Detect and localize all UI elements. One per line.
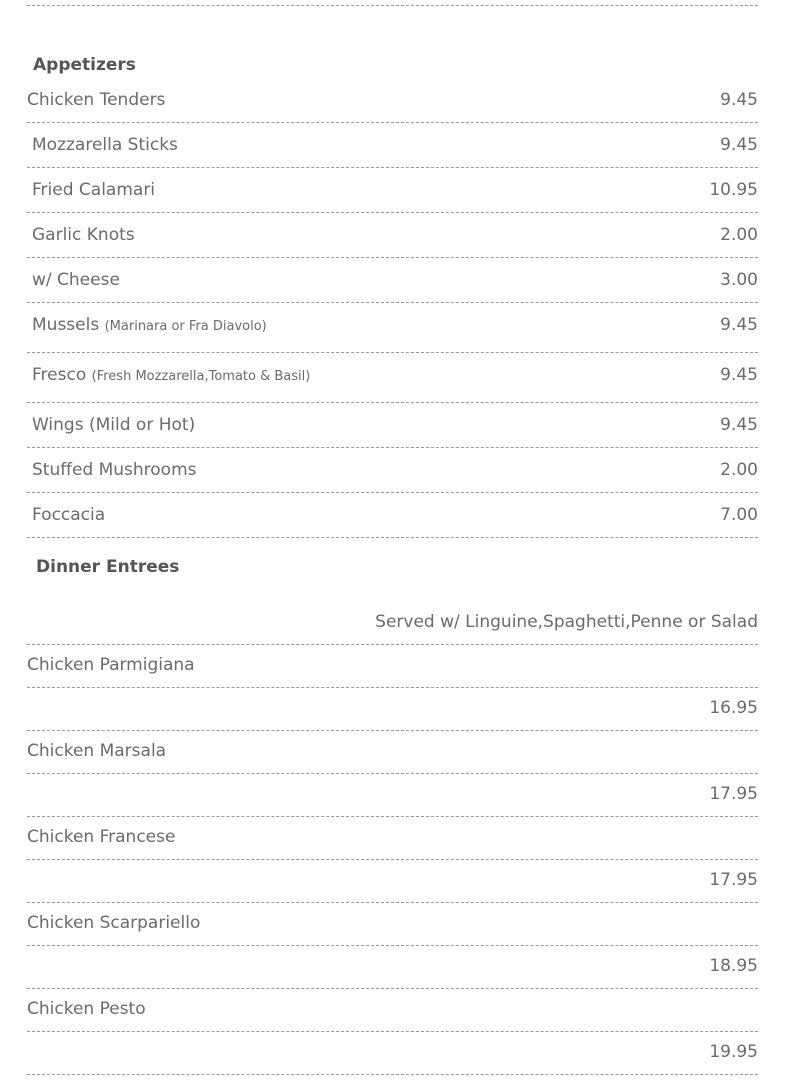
menu-item-name: Fried Calamari <box>32 180 156 200</box>
menu-item-price: 9.45 <box>720 90 758 110</box>
menu-item-price: 9.45 <box>720 365 758 385</box>
divider <box>27 730 758 731</box>
divider <box>27 902 758 903</box>
menu-item-price: 17.95 <box>709 870 758 890</box>
divider <box>27 687 758 688</box>
divider <box>27 1031 758 1032</box>
menu-item-price: 7.00 <box>720 505 758 525</box>
menu-item-price: 2.00 <box>720 225 758 245</box>
menu-item-price: 10.95 <box>709 180 758 200</box>
menu-item-name: Stuffed Mushrooms <box>32 460 197 480</box>
menu-item-price: 19.95 <box>709 1042 758 1062</box>
menu-item-name: Mozzarella Sticks <box>32 135 178 155</box>
divider <box>27 644 758 645</box>
menu-item-name: Wings (Mild or Hot) <box>32 415 196 435</box>
menu-item-price: 9.45 <box>720 415 758 435</box>
divider <box>27 257 758 258</box>
divider <box>27 212 758 213</box>
menu-item-note: (Marinara or Fra Diavolo) <box>104 319 267 334</box>
section-heading-dinner-entrees: Dinner Entrees <box>36 557 180 577</box>
menu-item-name: Chicken Francese <box>27 827 176 847</box>
menu-item-note: (Fresh Mozzarella,Tomato & Basil) <box>91 369 311 384</box>
menu-item-name-text: Mussels <box>32 315 100 335</box>
menu-item-name-text: Fresco <box>32 365 87 385</box>
menu-item-price: 17.95 <box>709 784 758 804</box>
divider <box>27 447 758 448</box>
menu-item-price: 18.95 <box>709 956 758 976</box>
menu-item-name: Chicken Parmigiana <box>27 655 195 675</box>
menu-item-name: Chicken Tenders <box>27 90 166 110</box>
menu-item-name <box>32 365 310 387</box>
menu-item-price: 3.00 <box>720 270 758 290</box>
section-heading-appetizers: Appetizers <box>33 55 136 75</box>
divider <box>27 302 758 303</box>
menu-item-price: 9.45 <box>720 135 758 155</box>
divider <box>27 402 758 403</box>
menu-item-price: 9.45 <box>720 315 758 335</box>
divider <box>27 5 758 6</box>
menu-item-name: w/ Cheese <box>32 270 120 290</box>
served-with-note: Served w/ Linguine,Spaghetti,Penne or Salad <box>375 612 758 632</box>
divider <box>27 537 758 538</box>
divider <box>27 816 758 817</box>
menu-item-name: Chicken Scarpariello <box>27 913 201 933</box>
divider <box>27 1074 758 1075</box>
divider <box>27 122 758 123</box>
divider <box>27 988 758 989</box>
menu-item-name: Chicken Marsala <box>27 741 167 761</box>
menu-item-name: Chicken Pesto <box>27 999 146 1019</box>
menu-item-price: 16.95 <box>709 698 758 718</box>
menu-item-price: 2.00 <box>720 460 758 480</box>
menu-item-name: Foccacia <box>32 505 106 525</box>
menu-item-name <box>32 315 267 337</box>
divider <box>27 945 758 946</box>
divider <box>27 773 758 774</box>
divider <box>27 492 758 493</box>
divider <box>27 167 758 168</box>
menu-item-name: Garlic Knots <box>32 225 135 245</box>
divider <box>27 352 758 353</box>
divider <box>27 859 758 860</box>
